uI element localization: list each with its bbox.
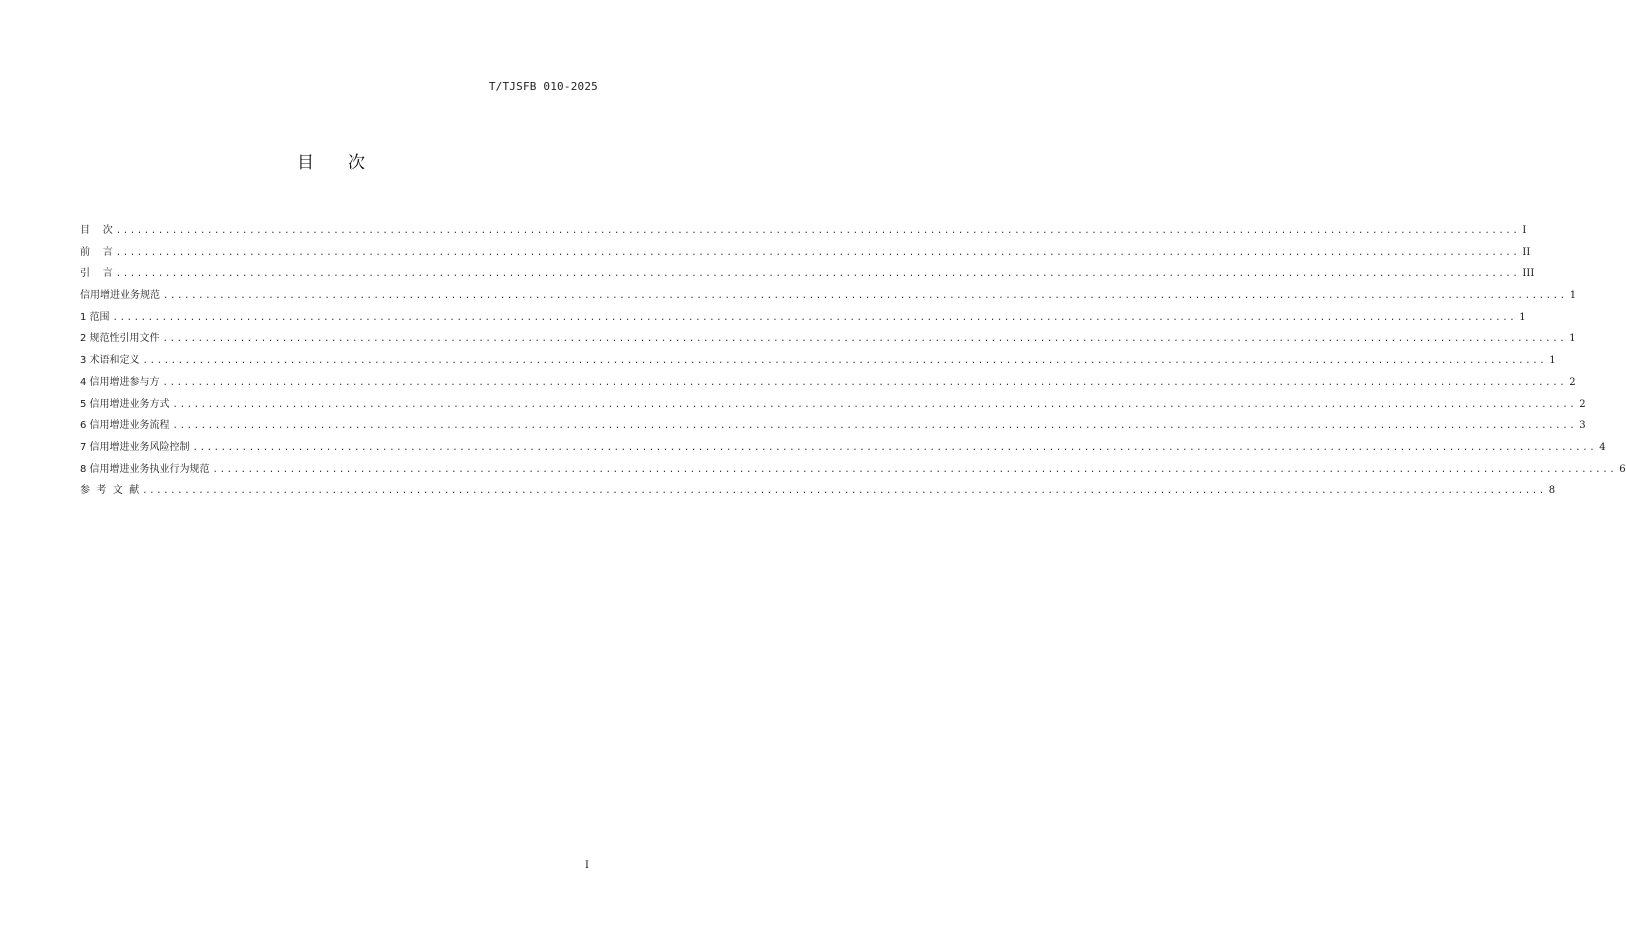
toc-entry-page: 8	[1548, 485, 1556, 497]
toc-leader-dots: ........................................................................................................................................................................................................	[172, 421, 1577, 432]
toc-entry-page: 1	[1549, 355, 1556, 367]
toc-entry-page: 1	[1519, 311, 1526, 323]
toc-leader-dots: ........................................................................................................................................................................................................	[162, 377, 1567, 388]
toc-leader-dots: ........................................................................................................................................................................................................	[115, 226, 1520, 236]
toc-entry-page: 4	[1599, 441, 1606, 453]
toc-entry-label: 8 信用增进业务执业行为规范	[80, 463, 210, 475]
toc-leader-dots: ........................................................................................................................................................................................................	[163, 291, 1567, 302]
toc-leader-dots: ........................................................................................................................................................................................................	[212, 464, 1617, 475]
toc-entry-bibliography[interactable]	[80, 480, 1556, 502]
toc-entry-label: 7 信用增进业务风险控制	[80, 441, 190, 453]
toc-entry-participants[interactable]	[80, 372, 1576, 394]
toc-entry-contents[interactable]	[80, 220, 1527, 242]
toc-leader-dots: ........................................................................................................................................................................................................	[115, 269, 1520, 280]
toc-entry-label: 2 规范性引用文件	[80, 333, 160, 345]
toc-leader-dots: ........................................................................................................................................................................................................	[142, 486, 1546, 497]
toc-leader-dots: ........................................................................................................................................................................................................	[192, 442, 1597, 453]
toc-entry-conduct-standards[interactable]	[80, 459, 1626, 481]
page-number: I	[585, 860, 589, 871]
toc-entry-scope[interactable]	[80, 307, 1526, 329]
toc-entry-page: III	[1522, 268, 1535, 280]
toc-entry-page: 3	[1579, 420, 1586, 432]
toc-heading-char-2: 次	[348, 153, 365, 173]
toc-leader-dots: ........................................................................................................................................................................................................	[112, 312, 1517, 323]
toc-entry-label: 前 言	[80, 246, 113, 258]
toc-entry-foreword[interactable]	[80, 242, 1531, 264]
toc-entry-introduction[interactable]	[80, 263, 1535, 285]
toc-entry-page: I	[1522, 225, 1527, 236]
document-code: T/TJSFB 010-2025	[488, 80, 598, 93]
toc-entry-label: 1 范围	[80, 311, 110, 323]
toc-entry-label: 4 信用增进参与方	[80, 376, 160, 388]
toc-entry-label: 3 术语和定义	[80, 355, 140, 367]
toc-entry-label: 目 次	[80, 225, 113, 236]
toc-entry-page: II	[1522, 246, 1531, 258]
toc-entry-label: 5 信用增进业务方式	[80, 398, 170, 410]
toc-entry-business-process[interactable]	[80, 415, 1586, 437]
toc-entry-label: 参 考 文 献	[80, 485, 140, 497]
toc-entry-page: 6	[1619, 463, 1626, 475]
toc-leader-dots: ........................................................................................................................................................................................................	[162, 334, 1567, 345]
toc-entry-label: 引 言	[80, 268, 113, 280]
toc-leader-dots: ........................................................................................................................................................................................................	[142, 356, 1547, 367]
toc-entry-normative-references[interactable]	[80, 328, 1576, 350]
toc-entry-page: 1	[1569, 290, 1577, 302]
toc-list	[80, 220, 1626, 502]
toc-entry-page: 2	[1579, 398, 1586, 410]
toc-entry-label: 信用增进业务规范	[80, 290, 160, 302]
toc-leader-dots: ........................................................................................................................................................................................................	[115, 247, 1520, 258]
toc-entry-terms-definitions[interactable]	[80, 350, 1556, 372]
toc-entry-business-methods[interactable]	[80, 394, 1586, 416]
toc-entry-page: 1	[1569, 333, 1576, 345]
toc-entry-page: 2	[1569, 376, 1576, 388]
toc-heading-char-1: 目	[297, 153, 314, 173]
toc-leader-dots: ........................................................................................................................................................................................................	[172, 399, 1577, 410]
toc-entry-label: 6 信用增进业务流程	[80, 420, 170, 432]
toc-entry-standard-title[interactable]	[80, 285, 1577, 307]
toc-heading	[0, 148, 662, 173]
toc-entry-risk-control[interactable]	[80, 437, 1606, 459]
